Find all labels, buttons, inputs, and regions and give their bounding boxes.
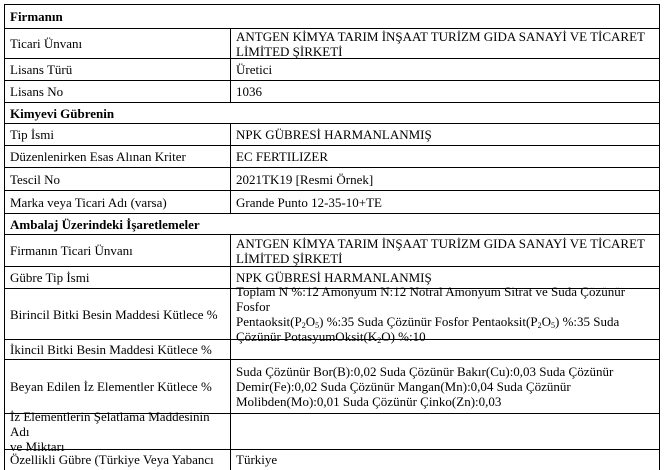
- brand-label: Marka veya Ticari Adı (varsa): [5, 191, 231, 214]
- firm-trade-name-label: Firmanın Ticari Ünvanı: [5, 235, 231, 267]
- table-row: [5, 191, 660, 214]
- chelate-label-line1: İz Elementlerin Şelatlama Maddesinin Adı: [10, 409, 210, 439]
- table-row: [5, 235, 660, 267]
- secondary-nutrient-label: İkincil Bitki Besin Maddesi Kütlece %: [5, 340, 231, 360]
- registration-value: 2021TK19 [Resmi Örnek]: [231, 168, 660, 191]
- table-row: [5, 284, 660, 345]
- license-no-value: 1036: [231, 81, 660, 103]
- registration-label: Tescil No: [5, 168, 231, 191]
- license-type-value: Üretici: [231, 59, 660, 81]
- trade-name-line1: ANTGEN KİMYA TARIM İNŞAAT TURİZM GIDA SANAYİ VE TİCARET: [236, 28, 645, 44]
- table-row: [5, 124, 660, 146]
- trade-name-label: Ticari Ünvanı: [5, 29, 231, 59]
- trace-line1: Suda Çözünür Bor(B):0,02 Suda Çözünür Bakır(Cu):0,03 Suda Çözünür: [236, 364, 614, 379]
- trade-name-line2: LİMİTED ŞİRKETİ: [236, 43, 343, 59]
- table-row: [5, 168, 660, 191]
- criterion-value: EC FERTILIZER: [231, 146, 660, 168]
- partial-row-value: Türkiye: [231, 450, 660, 470]
- criterion-label: Düzenlenirken Esas Alınan Kriter: [5, 146, 231, 168]
- primary-line1: Toplam N %:12 Amonyum N:12 Nötral Amonyum Sitrat ve Suda Çözünür Fosfor: [236, 284, 626, 314]
- section-header-fertilizer: [5, 103, 660, 124]
- primary-nutrient-label: Birincil Bitki Besin Maddesi Kütlece %: [5, 289, 231, 340]
- section-header-firm: [5, 5, 660, 29]
- primary-line3: Çözünür $PotasyumOksit(K_2O)$ %:10: [236, 329, 426, 345]
- table-row-partial: [5, 450, 660, 470]
- license-no-label: Lisans No: [5, 81, 231, 103]
- section-title: Ambalaj Üzerindeki İşaretlemeler: [5, 214, 660, 235]
- section-title: Kimyevi Gübrenin: [5, 103, 660, 124]
- section-header-packaging: [5, 214, 660, 235]
- brand-value: Grande Punto 12-35-10+TE: [231, 191, 660, 214]
- table-row: [5, 81, 660, 103]
- section-title: Firmanın: [5, 5, 660, 29]
- partial-row-label: Özellikli Gübre (Türkiye Veya Yabancı: [5, 450, 231, 470]
- table-row: [5, 29, 660, 59]
- trace-elements-value: [231, 360, 660, 414]
- primary-line2: $Pentaoksit(P_2O_5)$ %:35 Suda Çözünür Fosfor $Pentaoksit(P_2O_5)$ %:35 Suda: [236, 314, 620, 330]
- chelate-value: [231, 414, 660, 450]
- chelate-label-line2: ve Miktarı: [10, 439, 65, 454]
- fertilizer-type-label: Gübre Tip İsmi: [5, 267, 231, 289]
- secondary-nutrient-value: [231, 340, 660, 360]
- trace-elements-label: Beyan Edilen İz Elementler Kütlece %: [5, 360, 231, 414]
- primary-nutrient-value: [231, 284, 660, 345]
- trace-line2: Demir(Fe):0,02 Suda Çözünür Mangan(Mn):0,04 Suda Çözünür: [236, 379, 571, 394]
- firm-trade-name-value: [231, 235, 660, 267]
- type-name-label: Tip İsmi: [5, 124, 231, 146]
- table-row: [5, 340, 660, 360]
- table-row: [5, 409, 660, 454]
- trade-name-value: [231, 29, 660, 59]
- chelate-label: [5, 409, 231, 454]
- table-row: [5, 59, 660, 81]
- table-row: [5, 360, 660, 414]
- firm-trade-name-line2: LİMİTED ŞİRKETİ: [236, 250, 343, 266]
- trace-line3: Molibden(Mo):0,01 Suda Çözünür Çinko(Zn):0,03: [236, 394, 502, 409]
- firm-trade-name-line1: ANTGEN KİMYA TARIM İNŞAAT TURİZM GIDA SANAYİ VE TİCARET: [236, 235, 645, 251]
- fertilizer-registration-table: [4, 4, 660, 470]
- table-row: [5, 146, 660, 168]
- license-type-label: Lisans Türü: [5, 59, 231, 81]
- fertilizer-type-value: NPK GÜBRESİ HARMANLANMIŞ: [231, 267, 660, 289]
- type-name-value: NPK GÜBRESİ HARMANLANMIŞ: [231, 124, 660, 146]
